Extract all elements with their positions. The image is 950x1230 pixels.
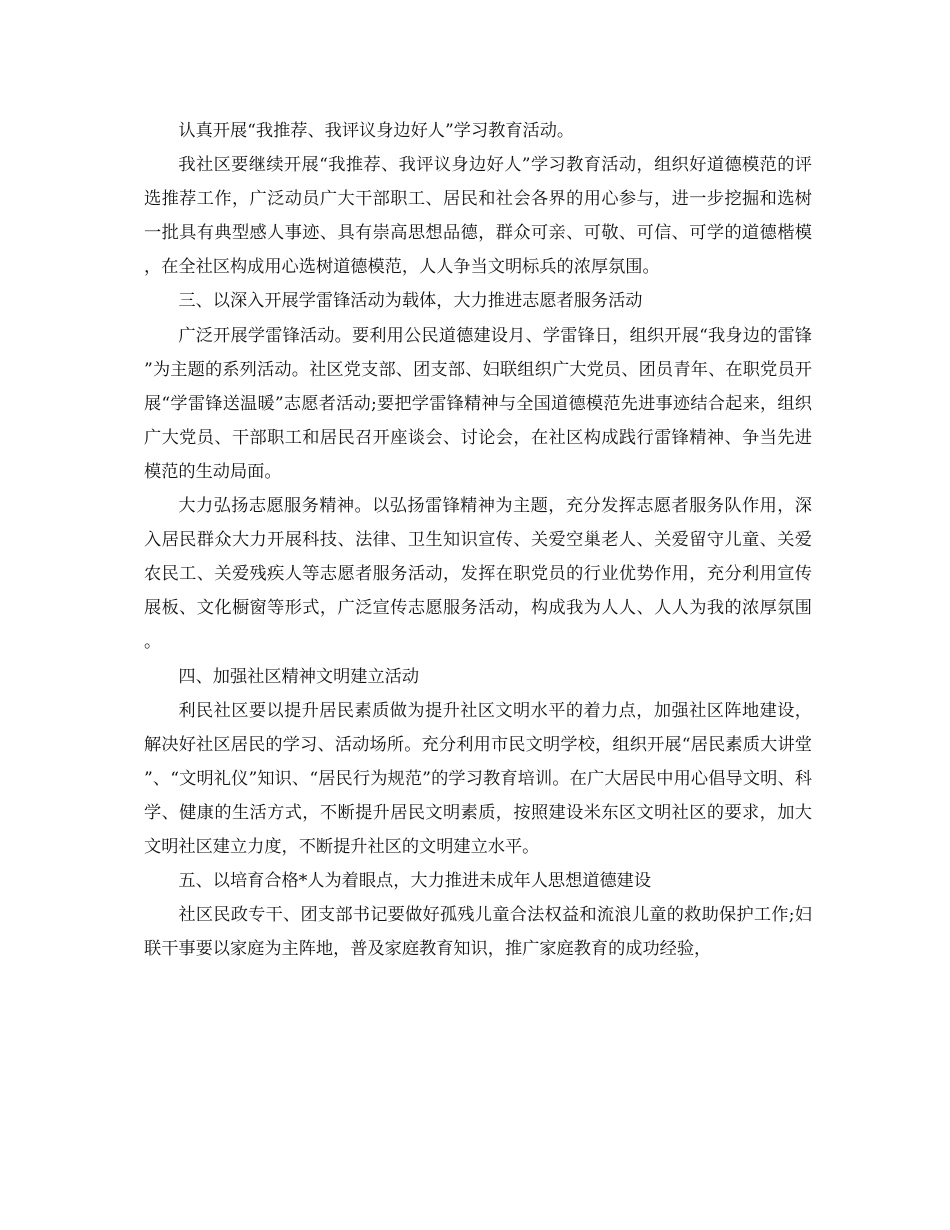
document-body (144, 114, 812, 966)
section-heading-three: 三、以深入开展学雷锋活动为载体，大力推进志愿者服务活动 (178, 291, 643, 312)
section-heading-five: 五、以培育合格*人为着眼点，大力推进未成年人思想道德建设 (178, 871, 652, 892)
paragraph-minors-protection: 社区民政专干、团支部书记要做好孤残儿童合法权益和流浪儿童的救助保护工作;妇联干事要以家庭为主阵地，普及家庭教育知识，推广家庭教育的成功经验， (144, 905, 812, 960)
paragraph-moral-models: 我社区要继续开展“我推荐、我评议身边好人”学习教育活动，组织好道德模范的评选推荐工作，广泛动员广大干部职工、居民和社会各界的用心参与，进一步挖掘和选树一批具有典型感人事迹、具有崇高思想品德，群众可亲、可敬、可信、可学的道德楷模，在全社区构成用心选树道德模范，人人争当文明标兵的浓厚氛围。 (144, 155, 812, 278)
section-heading-four: 四、加强社区精神文明建立活动 (178, 666, 420, 687)
paragraph-volunteer-spirit: 大力弘扬志愿服务精神。以弘扬雷锋精神为主题，充分发挥志愿者服务队作用，深入居民群众大力开展科技、法律、卫生知识宣传、关爱空巢老人、关爱留守儿童、关爱农民工、关爱残疾人等志愿者服务活动，发挥在职党员的行业优势作用，充分利用宣传展板、文化橱窗等形式，广泛宣传志愿服务活动，构成我为人人、人人为我的浓厚氛围。 (144, 496, 812, 653)
paragraph-leifeng-activities: 广泛开展学雷锋活动。要利用公民道德建设月、学雷锋日，组织开展“我身边的雷锋”为主题的系列活动。社区党支部、团支部、妇联组织广大党员、团员青年、在职党员开展“学雷锋送温暖”志愿者活动;要把学雷锋精神与全国道德模范先进事迹结合起来，组织广大党员、干部职工和居民召开座谈会、讨论会，在社区构成践行雷锋精神、争当先进模范的生动局面。 (144, 325, 812, 482)
paragraph-intro-activity: 认真开展“我推荐、我评议身边好人”学习教育活动。 (178, 121, 575, 141)
paragraph-community-civilization: 利民社区要以提升居民素质做为提升社区文明水平的着力点，加强社区阵地建设，解决好社区居民的学习、活动场所。充分利用市民文明学校，组织开展“居民素质大讲堂”、“文明礼仪”知识、“居民行为规范”的学习教育培训。在广大居民中用心倡导文明、科学、健康的生活方式，不断提升居民文明素质，按照建设米东区文明社区的要求，加大文明社区建立力度，不断提升社区的文明建立水平。 (144, 700, 812, 857)
